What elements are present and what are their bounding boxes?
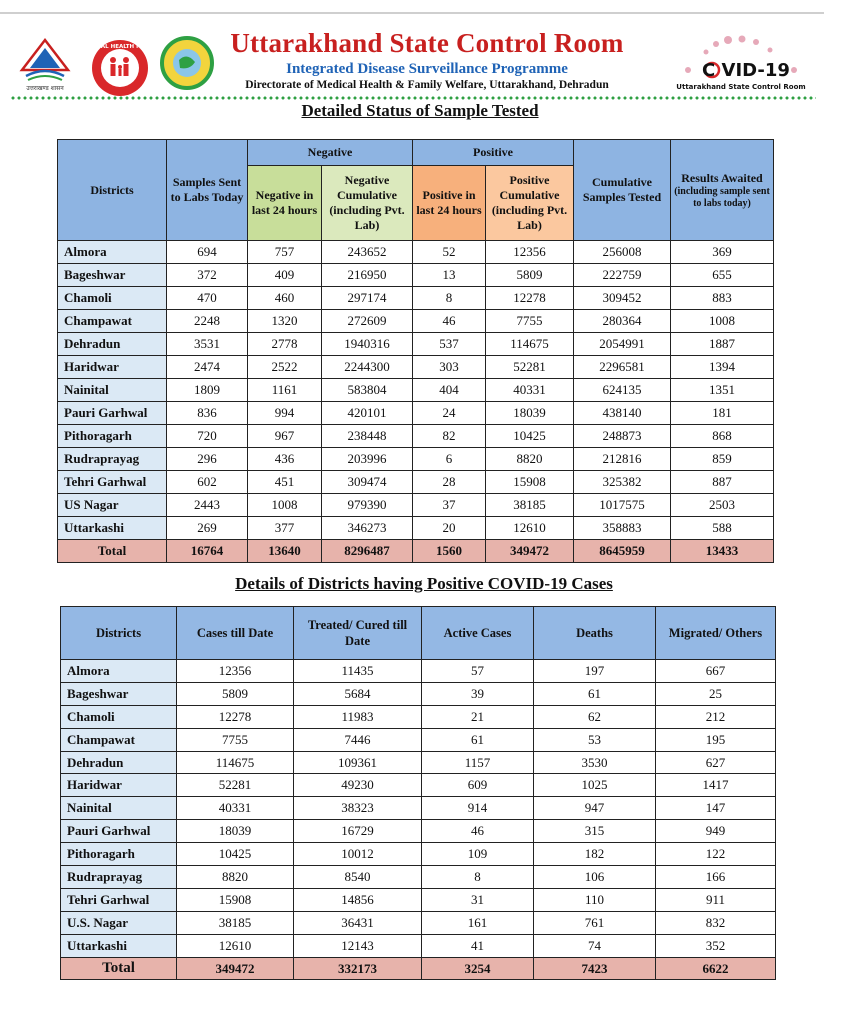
value-cell: 106	[534, 866, 656, 889]
total-value: 8296487	[322, 540, 413, 563]
value-cell: 52281	[177, 774, 294, 797]
value-cell: 297174	[322, 287, 413, 310]
value-cell: 5809	[177, 682, 294, 705]
value-cell: 18039	[486, 402, 574, 425]
value-cell: 1161	[248, 379, 322, 402]
table-row	[61, 682, 776, 705]
value-cell: 12356	[486, 241, 574, 264]
header-migrated-others: Migrated/ Others	[656, 607, 776, 660]
value-cell: 667	[656, 660, 776, 683]
value-cell: 2778	[248, 333, 322, 356]
value-cell: 166	[656, 866, 776, 889]
district-cell: Pauri Garhwal	[61, 820, 177, 843]
district-cell: Dehradun	[61, 751, 177, 774]
value-cell: 3530	[534, 751, 656, 774]
district-cell: Bageshwar	[61, 682, 177, 705]
district-cell: Almora	[61, 660, 177, 683]
value-cell: 109361	[294, 751, 422, 774]
value-cell: 61	[534, 682, 656, 705]
value-cell: 470	[167, 287, 248, 310]
value-cell: 947	[534, 797, 656, 820]
value-cell: 15908	[177, 888, 294, 911]
value-cell: 8	[413, 287, 486, 310]
svg-text:NATIONAL HEALTH MISSION: NATIONAL HEALTH MISSION	[77, 44, 163, 50]
district-cell: Dehradun	[58, 333, 167, 356]
value-cell: 583804	[322, 379, 413, 402]
value-cell: 248873	[574, 425, 671, 448]
value-cell: 409	[248, 264, 322, 287]
value-cell: 2248	[167, 310, 248, 333]
table-row	[58, 356, 774, 379]
value-cell: 61	[422, 728, 534, 751]
header-positive-24h: Positive in last 24 hours	[413, 166, 486, 241]
value-cell: 1351	[671, 379, 774, 402]
value-cell: 694	[167, 241, 248, 264]
value-cell: 949	[656, 820, 776, 843]
value-cell: 52	[413, 241, 486, 264]
table-row	[61, 843, 776, 866]
value-cell: 11435	[294, 660, 422, 683]
header-cases-till-date: Cases till Date	[177, 607, 294, 660]
value-cell: 161	[422, 911, 534, 934]
national-health-mission-logo	[77, 38, 163, 102]
value-cell: 404	[413, 379, 486, 402]
district-cell: Chamoli	[58, 287, 167, 310]
value-cell: 57	[422, 660, 534, 683]
total-value: 8645959	[574, 540, 671, 563]
district-cell: Almora	[58, 241, 167, 264]
value-cell: 114675	[177, 751, 294, 774]
table-row	[58, 448, 774, 471]
value-cell: 994	[248, 402, 322, 425]
value-cell: 147	[656, 797, 776, 820]
table-row	[61, 934, 776, 957]
district-cell: Haridwar	[61, 774, 177, 797]
district-cell: U.S. Nagar	[61, 911, 177, 934]
total-row	[61, 957, 776, 980]
value-cell: 420101	[322, 402, 413, 425]
value-cell: 609	[422, 774, 534, 797]
value-cell: 114675	[486, 333, 574, 356]
table-row	[61, 866, 776, 889]
value-cell: 859	[671, 448, 774, 471]
value-cell: 14856	[294, 888, 422, 911]
value-cell: 887	[671, 471, 774, 494]
value-cell: 238448	[322, 425, 413, 448]
svg-text:C VID-19: C VID-19	[702, 60, 790, 81]
value-cell: 212816	[574, 448, 671, 471]
district-cell: Pithoragarh	[58, 425, 167, 448]
total-value: 13640	[248, 540, 322, 563]
value-cell: 1887	[671, 333, 774, 356]
value-cell: 2503	[671, 494, 774, 517]
total-value: 16764	[167, 540, 248, 563]
value-cell: 2474	[167, 356, 248, 379]
value-cell: 460	[248, 287, 322, 310]
value-cell: 181	[671, 402, 774, 425]
header-results-awaited	[671, 140, 774, 241]
value-cell: 8	[422, 866, 534, 889]
district-cell: Uttarkashi	[58, 517, 167, 540]
table-row	[58, 402, 774, 425]
value-cell: 12278	[486, 287, 574, 310]
total-label: Total	[58, 540, 167, 563]
district-cell: Tehri Garhwal	[61, 888, 177, 911]
value-cell: 911	[656, 888, 776, 911]
value-cell: 38185	[486, 494, 574, 517]
value-cell: 883	[671, 287, 774, 310]
table-row	[61, 751, 776, 774]
value-cell: 352	[656, 934, 776, 957]
value-cell: 40331	[177, 797, 294, 820]
district-cell: Pauri Garhwal	[58, 402, 167, 425]
header-negative-group: Negative	[248, 140, 413, 166]
district-cell: Haridwar	[58, 356, 167, 379]
value-cell: 309474	[322, 471, 413, 494]
value-cell: 82	[413, 425, 486, 448]
covid19-control-room-logo	[676, 36, 806, 92]
value-cell: 868	[671, 425, 774, 448]
value-cell: 21	[422, 705, 534, 728]
value-cell: 1008	[248, 494, 322, 517]
value-cell: 62	[534, 705, 656, 728]
district-cell: US Nagar	[58, 494, 167, 517]
value-cell: 38323	[294, 797, 422, 820]
value-cell: 7755	[486, 310, 574, 333]
table-row	[61, 888, 776, 911]
value-cell: 15908	[486, 471, 574, 494]
value-cell: 280364	[574, 310, 671, 333]
total-value: 13433	[671, 540, 774, 563]
value-cell: 53	[534, 728, 656, 751]
value-cell: 122	[656, 843, 776, 866]
value-cell: 12610	[177, 934, 294, 957]
value-cell: 46	[422, 820, 534, 843]
value-cell: 36431	[294, 911, 422, 934]
total-row	[58, 540, 774, 563]
value-cell: 12143	[294, 934, 422, 957]
value-cell: 10425	[177, 843, 294, 866]
value-cell: 346273	[322, 517, 413, 540]
sample-status-table	[57, 139, 774, 563]
page-subtitle: Integrated Disease Surveillance Programme	[286, 61, 568, 77]
header-results-awaited-note: (including sample sent to labs today)	[674, 185, 770, 209]
table-row	[58, 333, 774, 356]
value-cell: 369	[671, 241, 774, 264]
value-cell: 197	[534, 660, 656, 683]
value-cell: 588	[671, 517, 774, 540]
value-cell: 16729	[294, 820, 422, 843]
top-rule	[0, 12, 824, 14]
value-cell: 195	[656, 728, 776, 751]
header-positive-cumulative: Positive Cumulative (including Pvt. Lab)	[486, 166, 574, 241]
value-cell: 28	[413, 471, 486, 494]
value-cell: 325382	[574, 471, 671, 494]
value-cell: 3531	[167, 333, 248, 356]
table-row	[61, 911, 776, 934]
value-cell: 182	[534, 843, 656, 866]
value-cell: 8820	[486, 448, 574, 471]
header-active-cases: Active Cases	[422, 607, 534, 660]
value-cell: 49230	[294, 774, 422, 797]
value-cell: 1320	[248, 310, 322, 333]
value-cell: 2443	[167, 494, 248, 517]
value-cell: 74	[534, 934, 656, 957]
value-cell: 1417	[656, 774, 776, 797]
table-row	[61, 728, 776, 751]
total-value: 349472	[486, 540, 574, 563]
value-cell: 761	[534, 911, 656, 934]
sample-status-title: Detailed Status of Sample Tested	[301, 101, 539, 120]
value-cell: 20	[413, 517, 486, 540]
svg-text:उत्तराखण्ड शासन: उत्तराखण्ड शासन	[26, 85, 64, 92]
header-cumulative-samples: Cumulative Samples Tested	[574, 140, 671, 241]
district-cell: Champawat	[61, 728, 177, 751]
table-row	[61, 774, 776, 797]
value-cell: 13	[413, 264, 486, 287]
value-cell: 967	[248, 425, 322, 448]
value-cell: 37	[413, 494, 486, 517]
value-cell: 11983	[294, 705, 422, 728]
value-cell: 212	[656, 705, 776, 728]
value-cell: 41	[422, 934, 534, 957]
positive-cases-table	[60, 606, 776, 980]
total-label: Total	[61, 957, 177, 980]
positive-cases-title: Details of Districts having Positive COVID-19 Cases	[235, 574, 613, 593]
value-cell: 5809	[486, 264, 574, 287]
value-cell: 655	[671, 264, 774, 287]
dotted-divider	[10, 96, 816, 100]
value-cell: 624135	[574, 379, 671, 402]
header-samples-sent: Samples Sent to Labs Today	[167, 140, 248, 241]
table-row	[61, 797, 776, 820]
value-cell: 451	[248, 471, 322, 494]
value-cell: 31	[422, 888, 534, 911]
value-cell: 5684	[294, 682, 422, 705]
table-row	[58, 425, 774, 448]
value-cell: 602	[167, 471, 248, 494]
value-cell: 10012	[294, 843, 422, 866]
value-cell: 1809	[167, 379, 248, 402]
value-cell: 109	[422, 843, 534, 866]
value-cell: 256008	[574, 241, 671, 264]
value-cell: 303	[413, 356, 486, 379]
value-cell: 757	[248, 241, 322, 264]
total-value: 332173	[294, 957, 422, 980]
value-cell: 436	[248, 448, 322, 471]
value-cell: 203996	[322, 448, 413, 471]
value-cell: 1025	[534, 774, 656, 797]
value-cell: 12610	[486, 517, 574, 540]
district-cell: Rudraprayag	[61, 866, 177, 889]
value-cell: 39	[422, 682, 534, 705]
value-cell: 7446	[294, 728, 422, 751]
value-cell: 2244300	[322, 356, 413, 379]
header-negative-24h: Negative in last 24 hours	[248, 166, 322, 241]
directorate-line: Directorate of Medical Health & Family Welfare, Uttarakhand, Dehradun	[245, 79, 609, 91]
total-value: 1560	[413, 540, 486, 563]
header-positive-group: Positive	[413, 140, 574, 166]
district-cell: Pithoragarh	[61, 843, 177, 866]
value-cell: 2296581	[574, 356, 671, 379]
value-cell: 377	[248, 517, 322, 540]
value-cell: 52281	[486, 356, 574, 379]
district-cell: Tehri Garhwal	[58, 471, 167, 494]
value-cell: 979390	[322, 494, 413, 517]
value-cell: 1940316	[322, 333, 413, 356]
table-row	[61, 705, 776, 728]
total-value: 349472	[177, 957, 294, 980]
value-cell: 24	[413, 402, 486, 425]
page-title: Uttarakhand State Control Room	[230, 28, 624, 58]
value-cell: 46	[413, 310, 486, 333]
table-row	[58, 241, 774, 264]
svg-text:Uttarakhand State Control Room: Uttarakhand State Control Room	[676, 83, 806, 91]
value-cell: 216950	[322, 264, 413, 287]
value-cell: 8820	[177, 866, 294, 889]
table-row	[58, 264, 774, 287]
value-cell: 38185	[177, 911, 294, 934]
header-negative-cumulative: Negative Cumulative (including Pvt. Lab)	[322, 166, 413, 241]
value-cell: 243652	[322, 241, 413, 264]
district-cell: Chamoli	[61, 705, 177, 728]
table-row	[58, 494, 774, 517]
value-cell: 438140	[574, 402, 671, 425]
value-cell: 12278	[177, 705, 294, 728]
header-deaths: Deaths	[534, 607, 656, 660]
value-cell: 1394	[671, 356, 774, 379]
uttarakhand-govt-logo	[18, 36, 72, 92]
value-cell: 110	[534, 888, 656, 911]
value-cell: 272609	[322, 310, 413, 333]
value-cell: 315	[534, 820, 656, 843]
total-value: 7423	[534, 957, 656, 980]
value-cell: 25	[656, 682, 776, 705]
value-cell: 832	[656, 911, 776, 934]
idsp-logo	[160, 36, 214, 90]
header-cured-till-date: Treated/ Cured till Date	[294, 607, 422, 660]
table-row	[58, 471, 774, 494]
header-districts: Districts	[58, 140, 167, 241]
header-results-awaited-label: Results Awaited	[681, 170, 763, 185]
value-cell: 2054991	[574, 333, 671, 356]
value-cell: 1008	[671, 310, 774, 333]
district-cell: Bageshwar	[58, 264, 167, 287]
district-cell: Champawat	[58, 310, 167, 333]
value-cell: 836	[167, 402, 248, 425]
value-cell: 6	[413, 448, 486, 471]
header-districts: Districts	[61, 607, 177, 660]
district-cell: Nainital	[61, 797, 177, 820]
value-cell: 372	[167, 264, 248, 287]
value-cell: 1017575	[574, 494, 671, 517]
value-cell: 40331	[486, 379, 574, 402]
value-cell: 8540	[294, 866, 422, 889]
district-cell: Rudraprayag	[58, 448, 167, 471]
value-cell: 7755	[177, 728, 294, 751]
table-row	[58, 310, 774, 333]
value-cell: 2522	[248, 356, 322, 379]
district-cell: Uttarkashi	[61, 934, 177, 957]
value-cell: 309452	[574, 287, 671, 310]
total-value: 6622	[656, 957, 776, 980]
value-cell: 627	[656, 751, 776, 774]
value-cell: 296	[167, 448, 248, 471]
table-row	[58, 379, 774, 402]
value-cell: 222759	[574, 264, 671, 287]
total-value: 3254	[422, 957, 534, 980]
table-row	[58, 287, 774, 310]
value-cell: 12356	[177, 660, 294, 683]
table-row	[61, 820, 776, 843]
value-cell: 10425	[486, 425, 574, 448]
value-cell: 1157	[422, 751, 534, 774]
value-cell: 914	[422, 797, 534, 820]
value-cell: 269	[167, 517, 248, 540]
value-cell: 358883	[574, 517, 671, 540]
value-cell: 720	[167, 425, 248, 448]
value-cell: 537	[413, 333, 486, 356]
value-cell: 18039	[177, 820, 294, 843]
table-row	[58, 517, 774, 540]
district-cell: Nainital	[58, 379, 167, 402]
table-row	[61, 660, 776, 683]
